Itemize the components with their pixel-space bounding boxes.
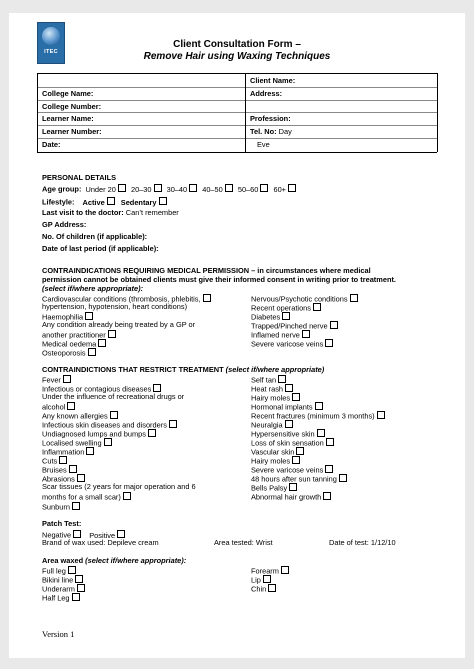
checkbox[interactable]: [123, 492, 131, 500]
info-rule: [37, 87, 437, 88]
lifestyle-active: Active: [82, 197, 105, 207]
checkbox[interactable]: [315, 402, 323, 410]
rt-left-item: Fever: [42, 375, 71, 385]
checkbox[interactable]: [86, 447, 94, 455]
lifestyle-label: Lifestyle:: [42, 197, 75, 207]
age-group-label: Age group:: [42, 184, 82, 194]
client-name-label: Client Name:: [250, 76, 296, 85]
college-number-label: College Number:: [42, 102, 102, 111]
mp-right-item: Trapped/Pinched nerve: [251, 321, 338, 331]
info-border: [37, 73, 38, 152]
mp-left-item: Medical oedema: [42, 339, 106, 349]
age-50-60-checkbox[interactable]: [260, 184, 268, 192]
checkbox[interactable]: [278, 375, 286, 383]
rt-right-item: 48 hours after sun tanning: [251, 474, 347, 484]
checkbox[interactable]: [63, 375, 71, 383]
age-30-40: 30–40: [166, 184, 188, 194]
patch-positive: Positive: [89, 530, 116, 540]
medical-permission-select: (select if/where appropriate):: [42, 284, 144, 293]
restrict-heading: CONTRAINDICTIONS THAT RESTRICT TREATMENT (select if/where appropriate): [42, 365, 325, 374]
form-title: Client Consultation Form –: [173, 39, 301, 50]
checkbox[interactable]: [281, 566, 289, 574]
rt-right-item: Hairy moles: [251, 393, 300, 403]
children-label: No. Of children (if applicable):: [42, 232, 148, 241]
checkbox[interactable]: [98, 339, 106, 347]
age-under20: Under 20: [85, 184, 116, 194]
info-rule: [37, 73, 437, 74]
checkbox[interactable]: [263, 575, 271, 583]
tel-field: [250, 128, 292, 137]
rt-left-item: Under the influence of recreational drugs or: [42, 392, 185, 401]
age-under20-checkbox[interactable]: [118, 184, 126, 192]
rt-left-item: months for a small scar): [42, 492, 131, 502]
age-20-30: 20–30: [130, 184, 152, 194]
logo-text: ITEC: [44, 49, 58, 55]
mp-right-item: Diabetes: [251, 312, 290, 322]
rt-right-item: Bells Palsy: [251, 483, 297, 493]
info-rule: [37, 125, 437, 126]
date-label: Date:: [42, 140, 61, 149]
profession-label: Profession:: [250, 114, 291, 123]
medical-permission-heading-2: permission cannot be obtained clients must give their informed consent in writing prior to treatment.: [42, 275, 396, 284]
area-waxed-heading: Area waxed (select if/where appropriate):: [42, 556, 187, 565]
checkbox[interactable]: [110, 411, 118, 419]
rt-right-item: Vascular skin: [251, 447, 304, 457]
mp-left-item: Cardiovascular conditions (thrombosis, phlebitis,: [42, 294, 211, 304]
checkbox[interactable]: [350, 294, 358, 302]
college-name-label: College Name:: [42, 89, 94, 98]
mp-right-item: Severe varicose veins: [251, 339, 333, 349]
checkbox[interactable]: [72, 593, 80, 601]
rt-left-item: Scar tissues (2 years for major operation and 6: [42, 482, 196, 491]
checkbox[interactable]: [292, 393, 300, 401]
age-30-40-checkbox[interactable]: [189, 184, 197, 192]
area-right-item: Chin: [251, 584, 276, 594]
date-of-test: Date of test: 1/12/10: [329, 538, 396, 547]
checkbox[interactable]: [292, 456, 300, 464]
checkbox[interactable]: [77, 474, 85, 482]
address-label: Address:: [250, 89, 283, 98]
info-rule: [37, 152, 437, 153]
version-footer: Version 1: [42, 629, 75, 639]
positive-checkbox[interactable]: [117, 530, 125, 538]
mp-right-item: Nervous/Psychotic conditions: [251, 294, 358, 304]
medical-permission-heading: CONTRAINDICATIONS REQUIRING MEDICAL PERMISSION – in circumstances where medical: [42, 266, 371, 275]
last-visit-label: Last visit to the doctor:: [42, 208, 124, 217]
rt-right-item: Abnormal hair growth: [251, 492, 331, 502]
checkbox[interactable]: [289, 483, 297, 491]
info-border: [437, 73, 438, 152]
checkbox[interactable]: [59, 456, 67, 464]
tel-day: Day: [278, 127, 292, 136]
checkbox[interactable]: [377, 411, 385, 419]
mp-left-item: another practitioner: [42, 330, 116, 340]
checkbox[interactable]: [88, 348, 96, 356]
form-subtitle: Remove Hair using Waxing Techniques: [143, 51, 331, 62]
age-40-50-checkbox[interactable]: [225, 184, 233, 192]
rt-right-item: Hypersensitive skin: [251, 429, 325, 439]
checkbox[interactable]: [75, 575, 83, 583]
rt-left-item: Any known allergies: [42, 411, 118, 421]
lifestyle-row: [42, 197, 167, 207]
rt-right-item: Recent fractures (minimum 3 months): [251, 411, 385, 421]
checkbox[interactable]: [323, 492, 331, 500]
last-visit-value: Can’t remember: [125, 208, 179, 217]
personal-heading: PERSONAL DETAILS: [42, 173, 117, 182]
checkbox[interactable]: [148, 429, 156, 437]
age-50-60: 50–60: [237, 184, 259, 194]
area-left-item: Bikini line: [42, 575, 83, 585]
mp-left-item: Osteoporosis: [42, 348, 96, 358]
checkbox[interactable]: [268, 584, 276, 592]
area-left-item: Underarm: [42, 584, 85, 594]
mp-left-item: hypertension, hypotension, heart conditions): [42, 302, 188, 311]
checkbox[interactable]: [108, 330, 116, 338]
mp-right-item: Inflamed nerve: [251, 330, 310, 340]
age-60plus-checkbox[interactable]: [288, 184, 296, 192]
checkbox[interactable]: [317, 429, 325, 437]
checkbox[interactable]: [330, 321, 338, 329]
area-right-item: Lip: [251, 575, 271, 585]
gp-address-label: GP Address:: [42, 220, 87, 229]
rt-left-item: Sunburn: [42, 502, 80, 512]
info-rule: [37, 138, 437, 139]
lifestyle-sedentary: Sedentary: [120, 197, 157, 207]
negative-checkbox[interactable]: [73, 530, 81, 538]
checkbox[interactable]: [326, 438, 334, 446]
brand-of-wax: Brand of wax used: Depileve cream: [42, 538, 159, 547]
rt-right-item: Hormonal implants: [251, 402, 323, 412]
mp-left-item: Any condition already being treated by a GP or: [42, 320, 196, 329]
rt-left-item: Localised swelling: [42, 438, 112, 448]
info-rule: [37, 100, 437, 101]
rt-right-item: Self tan: [251, 375, 286, 385]
rt-right-item: Hairy moles: [251, 456, 300, 466]
lifestyle-sedentary-checkbox[interactable]: [159, 197, 167, 205]
mp-left-item: Haemophilia: [42, 312, 93, 322]
checkbox[interactable]: [68, 566, 76, 574]
rt-left-item: Abrasions: [42, 474, 85, 484]
rt-left-item: Bruises: [42, 465, 77, 475]
area-left-item: Half Leg: [42, 593, 80, 603]
checkbox[interactable]: [72, 502, 80, 510]
checkbox[interactable]: [77, 584, 85, 592]
rt-right-item: Severe varicose veins: [251, 465, 333, 475]
checkbox[interactable]: [325, 465, 333, 473]
area-tested: Area tested: Wrist: [214, 538, 273, 547]
rt-left-item: Infectious or contagious diseases: [42, 384, 161, 394]
checkbox[interactable]: [325, 339, 333, 347]
rt-left-item: Inflammation: [42, 447, 94, 457]
checkbox[interactable]: [85, 312, 93, 320]
checkbox[interactable]: [69, 465, 77, 473]
rt-right-item: Heat rash: [251, 384, 293, 394]
info-rule: [37, 112, 437, 113]
checkbox[interactable]: [153, 384, 161, 392]
rt-right-item: Neuralgia: [251, 420, 293, 430]
checkbox[interactable]: [296, 447, 304, 455]
area-right-item: Forearm: [251, 566, 289, 576]
patch-negative: Negative: [42, 530, 72, 540]
checkbox[interactable]: [302, 330, 310, 338]
age-60plus: 60+: [273, 184, 286, 194]
age-group-row: [42, 184, 296, 194]
last-visit-row: [42, 209, 179, 218]
checkbox[interactable]: [285, 420, 293, 428]
age-20-30-checkbox[interactable]: [154, 184, 162, 192]
tel-eve: Eve: [257, 140, 270, 149]
rt-left-item: alcohol: [42, 402, 75, 412]
learner-number-label: Learner Number:: [42, 127, 102, 136]
checkbox[interactable]: [169, 420, 177, 428]
rt-left-item: Cuts: [42, 456, 67, 466]
checkbox[interactable]: [285, 384, 293, 392]
learner-name-label: Learner Name:: [42, 114, 94, 123]
age-40-50: 40–50: [202, 184, 223, 194]
checkbox[interactable]: [282, 312, 290, 320]
checkbox[interactable]: [104, 438, 112, 446]
checkbox[interactable]: [339, 474, 347, 482]
rt-left-item: Infectious skin diseases and disorders: [42, 420, 177, 430]
info-divider: [245, 73, 246, 152]
mp-right-item: Recent operations: [251, 303, 321, 313]
tel-label: Tel. No:: [250, 127, 277, 136]
checkbox[interactable]: [67, 402, 75, 410]
patch-test-heading: Patch Test:: [42, 519, 82, 528]
checkbox[interactable]: [203, 294, 211, 302]
checkbox[interactable]: [313, 303, 321, 311]
rt-right-item: Loss of skin sensation: [251, 438, 334, 448]
lifestyle-active-checkbox[interactable]: [107, 197, 115, 205]
area-left-item: Full leg: [42, 566, 76, 576]
rt-left-item: Undiagnosed lumps and bumps: [42, 429, 156, 439]
last-period-label: Date of last period (if applicable):: [42, 244, 159, 253]
